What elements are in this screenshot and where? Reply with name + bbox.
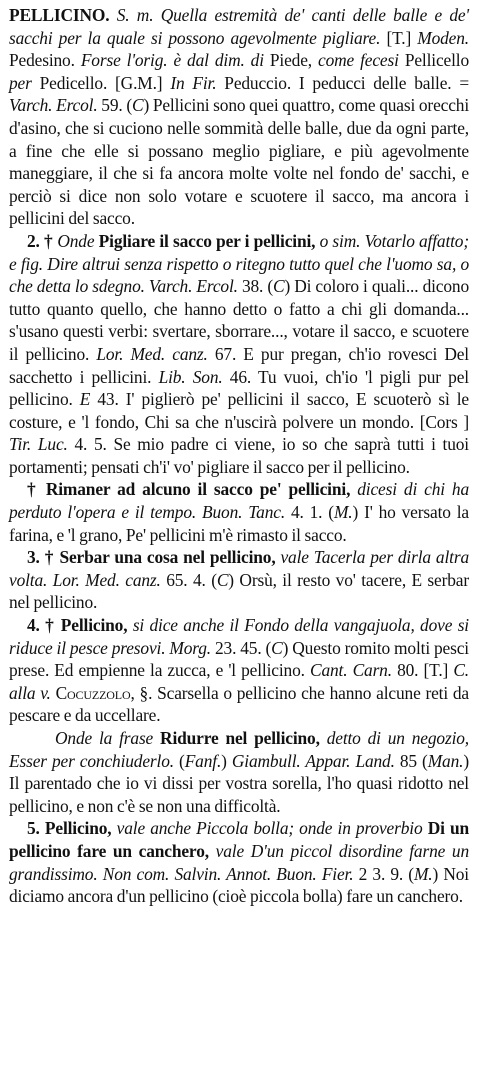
- text-run: ): [221, 750, 232, 771]
- italic-run: Cant. Carn.: [310, 660, 392, 681]
- italic-run: In Fir.: [170, 72, 217, 93]
- italic-run: C: [273, 276, 285, 297]
- headword-run: † Rimaner ad alcuno il sacco pe' pellicini,: [27, 479, 358, 500]
- headword-run: 5. Pellicino,: [27, 818, 117, 839]
- italic-run: Moden.: [417, 27, 469, 48]
- italic-run: Lor. Med. canz.: [96, 343, 208, 364]
- text-run: [T.]: [380, 27, 418, 48]
- entry-paragraph: [9, 546, 469, 614]
- smallcaps-run: Cocuzzolo: [50, 682, 131, 703]
- text-run: Piede,: [263, 50, 319, 71]
- text-run: ) Pellicini sono quei quattro, come quasi orecchi d'asino, che si cuciono nelle sommità delle balle, due da ogni parte, a fine che elle si possano meglio pigliare, e più agevolmente maneggiare, il che si fa ancora molte volte nel fondo de' sacchi, e perciò si dice non solo votare e scuotere il sacco, ma ancora i pellicini del sacco.: [9, 95, 470, 229]
- text-run: ) Noi diciamo ancora d'un pellicino (cioè piccola bolla) fare un canchero.: [9, 863, 469, 907]
- italic-run: C. alla v.: [9, 660, 470, 703]
- text-run: ) Il parentado che io vi dissi per vostra sorella, l'ho quasi ridotto nel pellicino, e non c'è se non una difficoltà.: [9, 750, 469, 816]
- text-run: 59. (: [97, 95, 132, 116]
- entry-paragraph: [9, 614, 469, 727]
- text-run: ) I' ho versato la farina, e 'l grano, Pe' pellicini m'è rimasto il sacco.: [9, 502, 469, 545]
- text-run: 43. I' piglierò pe' pellicini il sacco, E scuoterò sì le costure, e 'l fondo, Chi sa che n'uscirà polvere un mondo. [Cors ]: [9, 389, 469, 432]
- text-run: 46. Tu vuoi, ch'io 'l pigli pur pel pellicino.: [9, 366, 469, 410]
- text-run: 67. E pur pregan, ch'io rovesci Del sacchetto i pellicini.: [9, 343, 469, 387]
- italic-run: Varch. Ercol.: [9, 95, 98, 116]
- text-run: 4. 1. (: [285, 502, 334, 523]
- text-run: 23. 45. (: [211, 637, 272, 658]
- headword-run: Ridurre nel pellicino,: [153, 728, 327, 748]
- italic-run: come fecesi: [318, 50, 399, 71]
- italic-run: Forse l'orig. è dal dim. di: [80, 50, 264, 71]
- italic-run: vale D'un piccol disordine farne un grandissimo. Non com. Salvin. Annot. Buon. Fier.: [9, 840, 469, 884]
- entry-paragraph: [9, 4, 469, 230]
- italic-run: C: [131, 95, 144, 116]
- text-run: ) Questo romito molti pesci prese. Ed empienne la zucca, e 'l pellicino.: [9, 637, 469, 681]
- italic-run: Fanf.: [184, 750, 222, 771]
- italic-run: vale Tacerla per dirla altra volta. Lor. Med. canz.: [9, 547, 469, 590]
- italic-run: detto di un negozio, Esser per conchiuderlo.: [9, 728, 469, 771]
- text-run: Pedesino.: [9, 50, 81, 71]
- entry-paragraph: [9, 727, 469, 817]
- entry-paragraph: [9, 478, 469, 546]
- text-run: , §. Scarsella o pellicino che hanno alcune reti da pescare e da uccellare.: [9, 682, 469, 726]
- italic-run: C: [271, 637, 283, 658]
- headword-run: 3. † Serbar una cosa nel pellicino,: [27, 547, 281, 568]
- italic-run: Onde la frase: [55, 728, 154, 748]
- italic-run: E: [79, 389, 91, 410]
- italic-run: Giambull. Appar. Land.: [231, 750, 395, 771]
- italic-run: M.: [333, 502, 353, 523]
- headword-run: 2. †: [27, 230, 58, 251]
- text-run: 65. 4. (: [160, 569, 217, 590]
- text-run: 80. [T.]: [391, 660, 454, 681]
- italic-run: o sim. Votarlo affatto; e fig. Dire altrui senza rispetto o ritegno tutto quel che l'uomo sa, o che detta lo sdegno. Varch. Ercol.: [9, 230, 469, 297]
- italic-run: Man.: [427, 750, 464, 771]
- headword-run: 4. † Pellicino,: [27, 615, 133, 636]
- headword-run: Di un pellicino fare un canchero,: [9, 818, 469, 861]
- italic-run: dicesi di chi ha perduto l'opera e il tempo. Buon. Tanc.: [9, 479, 469, 523]
- italic-run: Lib. Son.: [158, 366, 223, 387]
- dictionary-entry: [9, 4, 469, 908]
- italic-run: S. m. Quella estremità de' canti delle balle e de' sacchi per la quale si possono agevolmente pigliare.: [9, 5, 469, 48]
- italic-run: si dice anche il Fondo della vangajuola, dove si riduce il pesce presovi. Morg.: [9, 615, 469, 658]
- entry-paragraph: [9, 817, 469, 907]
- headword-run: PELLICINO.: [9, 5, 110, 25]
- text-run: ) Orsù, il resto vo' tacere, E serbar nel pellicino.: [9, 569, 470, 613]
- entry-paragraph: [9, 230, 469, 479]
- text-run: 4. 5. Se mio padre ci viene, io so che saprà tutti i tuoi portamenti; pensati ch'i' vo' pigliare il sacco per il pellicino.: [9, 434, 469, 477]
- italic-run: Tir. Luc.: [9, 434, 68, 455]
- text-run: 85 (: [394, 750, 428, 771]
- text-run: (: [173, 750, 185, 771]
- headword-run: Pigliare il sacco per i pellicini,: [94, 230, 320, 251]
- text-run: 38. (: [237, 276, 274, 297]
- italic-run: M.: [413, 863, 433, 884]
- text-run: ) Di coloro i quali... dicono tutto quanto quello, che hanno detto o fatto a chi gli domanda... s'usano questi verbi: svertare, sborrare..., votare il sacco, e scuotere il pellicino.: [9, 276, 469, 364]
- italic-run: per: [9, 72, 32, 93]
- italic-run: C: [216, 569, 229, 590]
- text-run: Pedicello. [G.M.]: [31, 72, 171, 93]
- italic-run: vale anche Piccola bolla; onde in proverbio: [116, 818, 423, 839]
- text-run: 2 3. 9. (: [353, 863, 414, 884]
- text-run: Peduccio. I peducci delle balle. =: [216, 72, 469, 93]
- text-run: Pellicello: [398, 50, 470, 71]
- italic-run: Onde: [57, 230, 95, 251]
